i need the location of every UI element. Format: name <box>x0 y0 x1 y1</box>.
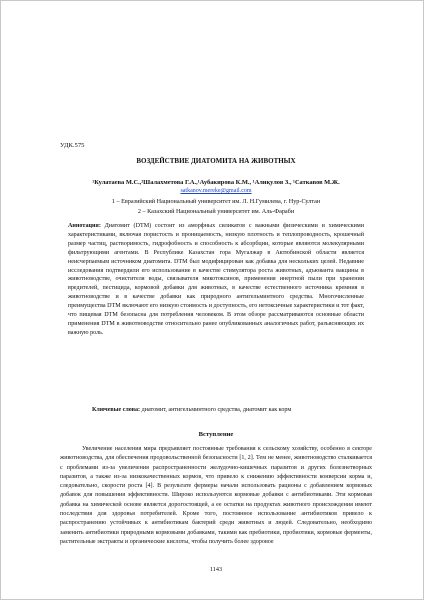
authors-line: ¹Кулатаева М.С.,²Шалахметова Г.А.,¹Аубакирова К.М., ¹Алиқулов З., ¹Саткаnов М.Ж. <box>92 179 340 186</box>
introduction-paragraph: Увеличение населения мира предъявляет постоянные требования к сельскому хозяйству, особенно в секторе животноводства, для обеспечения продовольственной безопасности [1, 2]. Тем не менее, животноводство сталкивается с проблемами из-за увеличения распространенности желудочно-кишечных паразитов и других болезнетворных паразитов, а также из-за низкокачественных кормов, что привело к снижению эффективности конверсии корма и, следовательно, скорости роста [4]. В результате фермеры начали использовать рационы с добавлением кормовых добавок для повышения эффективности. Широко используются кормовые добавки с антибиотиками. Эти кормовая добавка на химической основе является дорогостоящей, а ее остатки на продуктах животного происхождения имеют последствия для здоровья потребителей. Кроме того, постоянное использование антибиотиков привело к распространению устойчивых к антибиотикам бактерий среди животных и людей. Следовательно, необходимо заменить антибиотики природными кормовыми добавками, такими как пребиотики, пробиотики, кормовые ферменты, растительные экстракты и органические кислоты, чтобы получить более здоровое <box>60 446 372 545</box>
affiliation-1: 1 – Евразийский Национальный университет им. Л. Н.Гумилева, г. Нур-Султан <box>111 198 321 205</box>
article-title: ВОЗДЕЙСТВИЕ ДИАТОМИТА НА ЖИВОТНЫХ <box>136 157 296 165</box>
abstract-block <box>68 222 364 338</box>
abstract-text: Диатомит (DTM) состоит из аморфных силикатов с важными физическими и химическими характеристиками, включая пористость и проницаемость, низкую плотность и теплопроводность, крошечный размер частиц, растворимость, гидрофобность и способность к абсорбции, которые являются молекулярными фильтрующими агентами. В Республике Казахстан гора Мугалжар в Актюбинской области является неисчерпаемым источником диатомита. DTM был модифицирован как добавка для нескольких целей. Недавние исследования подтвердили его использование в качестве стимулятора роста животных, адъюванта вакцины в животноводстве, очистителя воды, связывателя микотоксинов, применения инертной пыли при хранении вредителей, пестицида, кормовой добавки для животных, в качестве естественного источника кремния в животноводстве и в качестве добавки как природного антигельминтного средства. Многочисленные преимущества DTM включают его низкую стоимость и доступность, его нетоксичные характеристики и тот факт, что пищевая DTM безопасна для потребления человеком. В этом обзоре рассматриваются основные области применения DTM в животноводстве относительно ранее опубликованных аналогичных работ, разъясняющих их важную роль. <box>68 223 364 336</box>
udk-code: УДК.575 <box>60 142 85 149</box>
section-title-introduction: Вступление <box>198 431 234 438</box>
keywords-text: диатомит, антигельминтного средства, диатомит как корм <box>141 407 292 413</box>
abstract-label: Аннотация: <box>68 223 101 229</box>
document-page <box>60 0 372 600</box>
keywords-label: Ключевые слова: <box>92 407 141 413</box>
keywords-block <box>92 407 372 413</box>
author-email-link[interactable]: satkanov.mereke@gmail.com <box>180 188 252 194</box>
affiliation-2: 2 – Казахский Национальный университет им. Аль-Фараби <box>137 208 295 215</box>
page-number: 1143 <box>209 566 223 573</box>
